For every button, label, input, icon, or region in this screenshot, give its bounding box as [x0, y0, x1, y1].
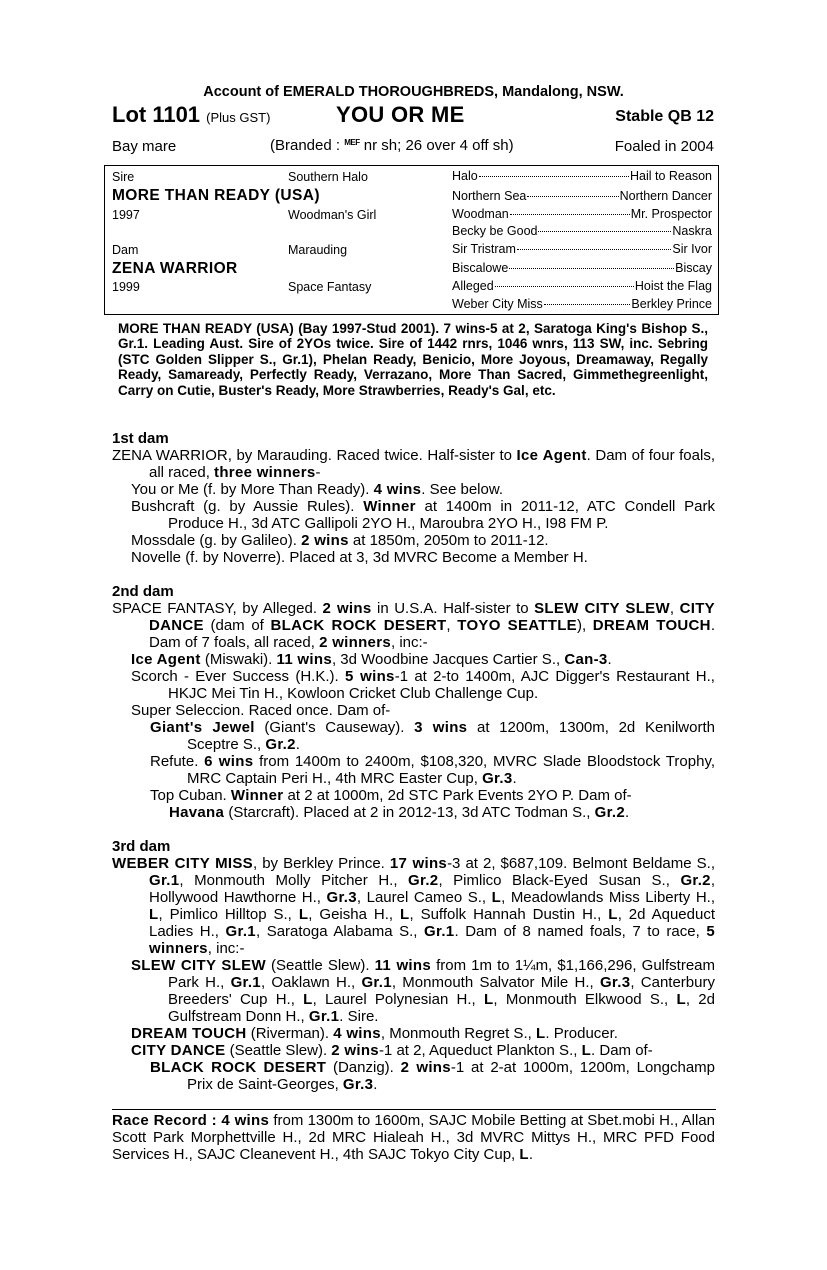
bold-text-run: 2 wins — [331, 1042, 379, 1059]
great-grandfoal-entry — [112, 804, 715, 821]
leader-dots — [544, 304, 631, 305]
bold-text-run: 17 wins — [389, 855, 448, 872]
bold-text-run: 5 winners — [149, 923, 715, 957]
dam-sire: Marauding — [288, 243, 348, 257]
text-run: at 1200m, 1300m, 2d Kenilworth Sceptre S., — [187, 719, 715, 753]
text-run: , Canterbury Breeders' Cup H., — [168, 974, 715, 1008]
text-run: -1 at 2, Aqueduct Plankton S., — [378, 1042, 582, 1059]
bold-text-run: 6 wins — [204, 753, 254, 770]
text-run: , Laurel Polynesian H., — [312, 991, 484, 1008]
bold-text-run: Gr.1 — [225, 923, 256, 940]
foal-entry — [112, 532, 715, 549]
section-heading: 3rd dam — [112, 838, 171, 855]
bold-text-run: 4 wins — [373, 481, 422, 498]
text-run: . Producer. — [545, 1025, 618, 1042]
dam-intro — [112, 855, 715, 957]
text-run: , Suffolk Hannah Dustin H., — [409, 906, 609, 923]
text-run: Scorch - Ever Success (H.K.). — [131, 668, 345, 685]
text-run: . Dam of 8 named foals, 7 to race, — [454, 923, 707, 940]
text-run: , Oaklawn H., — [260, 974, 362, 991]
text-run: in U.S.A. Half-sister to — [371, 600, 535, 617]
dam-name: ZENA WARRIOR — [112, 260, 238, 277]
text-run: . — [625, 804, 630, 821]
text-run: (Riverman). — [246, 1025, 334, 1042]
text-run: . — [512, 770, 517, 787]
first-dam-section — [112, 430, 715, 566]
dam-intro — [112, 600, 715, 651]
text-run: . Dam of- — [591, 1042, 653, 1059]
grandfoal-entry — [112, 1059, 715, 1093]
bold-text-run: 2 wins — [301, 532, 349, 549]
text-run: Top Cuban. — [150, 787, 231, 804]
bold-text-run: BLACK ROCK DESERT — [270, 617, 447, 634]
text-run: - — [315, 464, 321, 481]
bold-text-run: L — [400, 906, 410, 923]
foal-entry — [112, 481, 715, 498]
sire-sire: Southern Halo — [288, 170, 368, 184]
bold-text-run: DREAM TOUCH — [592, 617, 711, 634]
ancestor-sire: Mr. Prospector — [630, 207, 712, 221]
branded-rest: nr sh; 26 over 4 off sh) — [363, 137, 514, 154]
ancestor-sire: Sir Ivor — [672, 242, 712, 256]
text-run: , 2d Aqueduct Ladies H., — [149, 906, 715, 940]
foaled-year: Foaled in 2004 — [614, 138, 714, 155]
bold-text-run: CITY DANCE — [131, 1042, 226, 1059]
bold-text-run: Gr.1 — [230, 974, 261, 991]
bold-text-run: Ice Agent — [516, 447, 587, 464]
text-run: at 1850m, 2050m to 2011-12. — [348, 532, 549, 549]
bold-text-run: 11 wins — [276, 651, 332, 668]
ancestor-row — [452, 189, 712, 203]
grandfoal-entry — [112, 753, 715, 787]
dam-label: Dam — [112, 243, 139, 257]
bold-text-run: Winner — [230, 787, 284, 804]
ancestor-name: Halo — [452, 169, 478, 183]
text-run: , Pimlico Hilltop S., — [158, 906, 299, 923]
text-run: , Monmouth Elkwood S., — [493, 991, 677, 1008]
bold-text-run: Race Record : 4 wins — [112, 1112, 270, 1129]
text-run: Mossdale (g. by Galileo). — [131, 532, 302, 549]
bold-text-run: Giant's Jewel — [150, 719, 255, 736]
ancestor-sire: Biscay — [675, 261, 712, 275]
bold-text-run: Gr.2 — [680, 872, 711, 889]
foal-entry — [112, 1042, 715, 1059]
leader-dots — [510, 214, 630, 215]
divider-rule — [112, 1109, 716, 1110]
ancestor-sire: Hoist the Flag — [634, 279, 712, 293]
text-run: (Miswaki). — [200, 651, 277, 668]
bold-text-run: Havana — [169, 804, 225, 821]
leader-dots — [479, 176, 629, 177]
text-run: from 1400m to 2400m, $108,320, MVRC Slade Bloodstock Trophy, MRC Captain Peri H., 4th MRC Easter Cup, — [187, 753, 715, 787]
text-run: , by Berkley Prince. — [253, 855, 390, 872]
horse-name: YOU OR ME — [336, 102, 465, 127]
foal-entry — [112, 668, 715, 702]
section-heading: 2nd dam — [112, 583, 174, 600]
bold-text-run: L — [491, 889, 502, 906]
bold-text-run: Gr.3 — [326, 889, 357, 906]
bold-text-run: Gr.3 — [599, 974, 631, 991]
text-run: , 2d Gulfstream Donn H., — [168, 991, 715, 1025]
dam-year: 1999 — [112, 280, 140, 294]
foal-entry — [112, 651, 715, 668]
text-run: , inc:- — [390, 634, 428, 651]
text-run: . — [607, 651, 612, 668]
foal-entry — [112, 498, 715, 532]
bold-text-run: L — [535, 1025, 546, 1042]
text-run: Novelle (f. by Noverre). Placed at 3, 3d MVRC Become a Member H. — [131, 549, 588, 566]
bold-text-run: TOYO SEATTLE — [457, 617, 577, 634]
foal-entry — [112, 1025, 715, 1042]
pedigree-table — [104, 165, 719, 315]
dam-intro — [112, 447, 715, 481]
text-run: ), — [576, 617, 593, 634]
bold-text-run: three winners — [214, 464, 316, 481]
text-run: from 1m to 1¼m, $1,166,296, Gulfstream Park H., — [168, 957, 716, 991]
third-dam-section — [112, 838, 715, 1093]
text-run: . — [373, 1076, 378, 1093]
text-run: (Danzig). — [326, 1059, 401, 1076]
ancestor-sire: Northern Dancer — [619, 189, 712, 203]
dam-dam: Space Fantasy — [288, 280, 372, 294]
text-run: . — [528, 1146, 534, 1163]
ancestor-sire: Hail to Reason — [630, 169, 712, 183]
foal-entry — [112, 702, 715, 719]
text-run: , inc:- — [207, 940, 245, 957]
ancestor-name: Biscalowe — [452, 261, 509, 275]
bold-text-run: Gr.2 — [594, 804, 626, 821]
ancestor-row — [452, 224, 712, 238]
text-run: , Pimlico Black-Eyed Susan S., — [438, 872, 681, 889]
bold-text-run: BLACK ROCK DESERT — [150, 1059, 327, 1076]
race-record — [112, 1112, 715, 1163]
text-run: , Geisha H., — [308, 906, 400, 923]
text-run: . See below. — [421, 481, 504, 498]
text-run: Bushcraft (g. by Aussie Rules). — [131, 498, 364, 515]
bold-text-run: Gr.1 — [308, 1008, 340, 1025]
text-run: . Dam of 7 foals, all raced, — [149, 617, 715, 651]
lot-label: Lot 1101 — [112, 102, 201, 127]
text-run: You or Me (f. by More Than Ready). — [131, 481, 374, 498]
sire-name: MORE THAN READY (USA) — [112, 187, 320, 204]
brand-mark: MEF — [344, 138, 360, 147]
text-run: at 2 at 1000m, 2d STC Park Events 2YO P. Dam of- — [283, 787, 632, 804]
text-run: -1 at 2-at 1000m, 1200m, Longchamp Prix de Saint-Georges, — [187, 1059, 716, 1093]
bold-text-run: L — [519, 1146, 529, 1163]
bold-text-run: L — [149, 906, 159, 923]
text-run: , Monmouth Regret S., — [380, 1025, 536, 1042]
bold-text-run: 4 wins — [333, 1025, 381, 1042]
bold-text-run: SLEW CITY SLEW — [534, 600, 670, 617]
bold-text-run: L — [608, 906, 618, 923]
foal-entry — [112, 549, 715, 566]
ancestor-name: Becky be Good — [452, 224, 538, 238]
text-run: , Monmouth Salvator Mile H., — [391, 974, 600, 991]
text-run: Super Seleccion. Raced once. Dam of- — [131, 702, 391, 719]
ancestor-name: Weber City Miss — [452, 297, 543, 311]
bold-text-run: L — [581, 1042, 592, 1059]
bold-text-run: WEBER CITY MISS — [112, 855, 253, 872]
text-run: . — [295, 736, 300, 753]
lot-number — [112, 102, 270, 128]
text-run: Refute. — [150, 753, 205, 770]
sex-colour: Bay mare — [112, 138, 177, 155]
bold-text-run: L — [483, 991, 494, 1008]
ancestor-sire: Naskra — [672, 224, 712, 238]
bold-text-run: 11 wins — [374, 957, 431, 974]
sire-summary: MORE THAN READY (USA) (Bay 1997-Stud 2001). 7 wins-5 at 2, Saratoga King's Bishop S., Gr.1. Leading Aust. Sire of 2YOs twice. Sire of 1442 rnrs, 1046 wnrs, 113 SW, inc. Sebring (STC Golden Slipper S., Gr.1), Phelan Ready, Benicio, More Joyous, Dreamaway, Regally Ready, Samaready, Perfectly Ready, Verrazano, More Than Sacred, Gimmethegreenlight, Carry on Cutie, Buster's Ready, More Strawberries, Ready's Gal, etc. — [118, 321, 708, 398]
text-run: ZENA WARRIOR, by Marauding. Raced twice. Half-sister to — [112, 447, 517, 464]
brand-info — [270, 137, 514, 154]
bold-text-run: Gr.3 — [342, 1076, 374, 1093]
bold-text-run: Ice Agent — [131, 651, 201, 668]
grandfoal-entry — [112, 719, 715, 753]
leader-dots — [495, 286, 634, 287]
text-run: SPACE FANTASY, by Alleged. — [112, 600, 323, 617]
ancestor-row — [452, 242, 712, 256]
bold-text-run: Gr.2 — [265, 736, 296, 753]
text-run: , Monmouth Molly Pitcher H., — [179, 872, 409, 889]
bold-text-run: Gr.1 — [424, 923, 455, 940]
bold-text-run: 2 wins — [400, 1059, 451, 1076]
text-run: , Meadowlands Miss Liberty H., — [501, 889, 715, 906]
bold-text-run: CITY DANCE — [149, 600, 715, 634]
vendor-account: Account of EMERALD THOROUGHBREDS, Mandalong, NSW. — [203, 84, 624, 100]
bold-text-run: L — [298, 906, 309, 923]
bold-text-run: 2 wins — [322, 600, 372, 617]
bold-text-run: 3 wins — [414, 719, 468, 736]
bold-text-run: Gr.1 — [149, 872, 180, 889]
ancestor-name: Northern Sea — [452, 189, 527, 203]
stable-number: Stable QB 12 — [615, 108, 714, 125]
ancestor-name: Alleged — [452, 279, 494, 293]
sire-label: Sire — [112, 170, 135, 184]
ancestor-name: Sir Tristram — [452, 242, 516, 256]
bold-text-run: Gr.3 — [482, 770, 513, 787]
text-run: (Starcraft). Placed at 2 in 2012-13, 3d ATC Todman S., — [224, 804, 595, 821]
ancestor-row — [452, 279, 712, 293]
section-heading: 1st dam — [112, 430, 169, 447]
text-run: at 1400m in 2011-12, ATC Condell Park Produce H., 3d ATC Gallipoli 2YO H., Maroubra 2YO H., I98 FM P. — [168, 498, 715, 532]
text-run: from 1300m to 1600m, SAJC Mobile Betting at Sbet.mobi H., Allan Scott Park Morphettville H., 2d MRC Hialeah H., 3d MVRC Mittys H., MRC PFD Food Services H., SAJC Cleanevent H., 4th SAJC Tokyo City Cup, — [112, 1112, 715, 1163]
text-run: (Seattle Slew). — [265, 957, 375, 974]
leader-dots — [527, 196, 618, 197]
sire-year: 1997 — [112, 208, 140, 222]
bold-text-run: SLEW CITY SLEW — [131, 957, 266, 974]
text-run: , Laurel Cameo S., — [356, 889, 492, 906]
bold-text-run: 2 winners — [319, 634, 391, 651]
bold-text-run: DREAM TOUCH — [131, 1025, 247, 1042]
text-run: , Saratoga Alabama S., — [255, 923, 425, 940]
text-run: . Dam of four foals, all raced, — [149, 447, 715, 481]
foal-entry — [112, 957, 715, 1025]
bold-text-run: Can-3 — [564, 651, 608, 668]
text-run: , — [446, 617, 458, 634]
leader-dots — [509, 268, 674, 269]
text-run: (dam of — [203, 617, 271, 634]
text-run: , 3d Woodbine Jacques Cartier S., — [331, 651, 565, 668]
ancestor-row — [452, 207, 712, 221]
plus-gst: (Plus GST) — [206, 110, 271, 125]
branded-open: (Branded : — [270, 137, 341, 154]
leader-dots — [517, 249, 672, 250]
sire-dam: Woodman's Girl — [288, 208, 377, 222]
ancestor-row — [452, 169, 712, 183]
ancestor-row — [452, 261, 712, 275]
bold-text-run: L — [303, 991, 313, 1008]
bold-text-run: L — [676, 991, 686, 1008]
text-run: . Sire. — [339, 1008, 379, 1025]
ancestor-row — [452, 297, 712, 311]
ancestor-name: Woodman — [452, 207, 509, 221]
bold-text-run: Gr.1 — [361, 974, 392, 991]
bold-text-run: 5 wins — [344, 668, 395, 685]
bold-text-run: Gr.2 — [408, 872, 439, 889]
text-run: -1 at 2-to 1400m, AJC Digger's Restaurant H., HKJC Mei Tin H., Kowloon Cricket Club Challenge Cup. — [168, 668, 715, 702]
leader-dots — [538, 231, 671, 232]
text-run: , Hollywood Hawthorne H., — [149, 872, 715, 906]
text-run: , — [669, 600, 680, 617]
text-run: -3 at 2, $687,109. Belmont Beldame S., — [447, 855, 715, 872]
text-run: (Seattle Slew). — [225, 1042, 332, 1059]
bold-text-run: Winner — [363, 498, 416, 515]
grandfoal-entry — [112, 787, 715, 804]
text-run: (Giant's Causeway). — [254, 719, 415, 736]
second-dam-section — [112, 583, 715, 821]
ancestor-sire: Berkley Prince — [631, 297, 712, 311]
